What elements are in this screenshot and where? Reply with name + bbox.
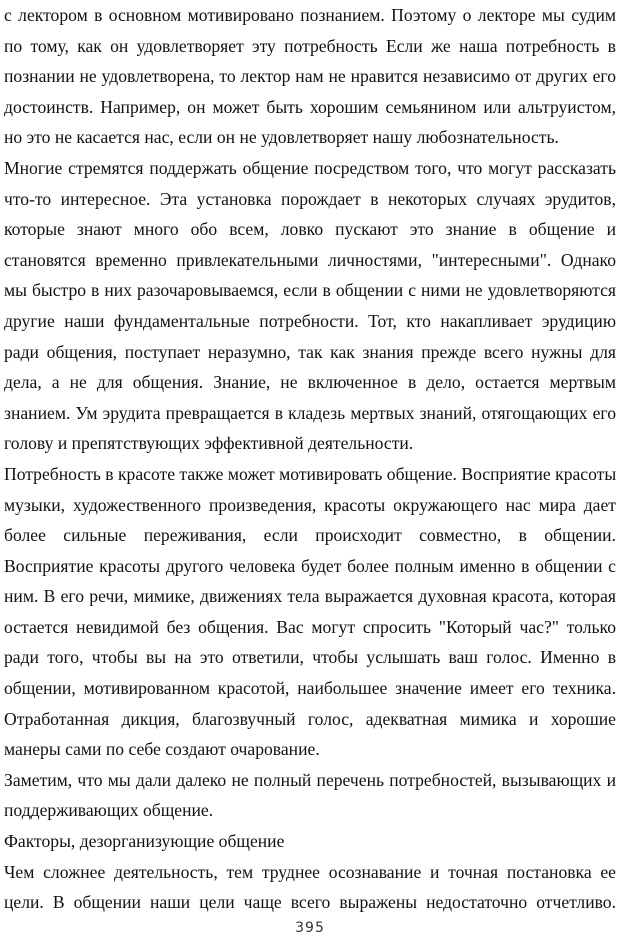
text-line: которые знают много обо всем, ловко пускают это знание в общение и: [4, 219, 616, 240]
text-line: поддерживающих общение.: [4, 800, 214, 821]
text-line: Чем сложнее деятельность, тем труднее осознавание и точная постановка ее: [4, 861, 616, 882]
text-line: Многие стремятся поддержать общение посредством того, что могут рассказать: [4, 157, 616, 178]
text-line: музыки, художественного произведения, красоты окружающего нас мира дает: [4, 494, 616, 515]
text-line: ним. В его речи, мимике, движениях тела выражается духовная красота, которая: [4, 586, 616, 607]
text-line: по тому, как он удовлетворяет эту потребность Если же наша потребность в: [4, 35, 616, 56]
text-line: остается невидимой без общения. Вас могут спросить "Который час?" только: [4, 616, 616, 637]
text-line: другие наши фундаментальные потребности. Тот, кто накапливает эрудицию: [4, 310, 616, 331]
text-line: но это не касается нас, если он не удовлетворяет нашу любознательность.: [4, 127, 559, 148]
text-line: ради общения, поступает неразумно, так как знания прежде всего нужны для: [4, 341, 616, 362]
text-line: более сильные переживания, если происходит совместно, в общении.: [4, 525, 616, 546]
text-line: Отработанная дикция, благозвучный голос, адекватная мимика и хорошие: [4, 708, 616, 729]
text-line: ради того, чтобы вы на это ответили, чтобы услышать ваш голос. Именно в: [4, 647, 616, 668]
text-line: Факторы, дезорганизующие общение: [4, 831, 285, 852]
text-line: голову и препятствующих эффективной деятельности.: [4, 433, 414, 454]
page-number: 395: [295, 920, 325, 936]
text-line: Восприятие красоты другого человека будет более полным именно в общении с: [4, 555, 616, 576]
text-line: цели. В общении наши цели чаще всего выражены недостаточно отчетливо.: [4, 892, 616, 913]
text-line: мы быстро в них разочаровываемся, если в общении с ними не удовлетворяются: [4, 280, 616, 301]
text-line: знанием. Ум эрудита превращается в кладезь мертвых знаний, отягощающих его: [4, 402, 616, 423]
text-line: с лектором в основном мотивировано познанием. Поэтому о лекторе мы судим: [4, 5, 616, 25]
text-line: что-то интересное. Эта установка порождает в некоторых случаях эрудитов,: [4, 188, 616, 209]
text-line: становятся временно привлекательными личностями, "интересными". Однако: [4, 249, 616, 270]
text-line: общении, мотивированном красотой, наибольшее значение имеет его техника.: [4, 678, 616, 699]
text-line: Потребность в красоте также может мотивировать общение. Восприятие красоты: [4, 463, 617, 484]
text-line: достоинств. Например, он может быть хорошим семьянином или альтруистом,: [4, 96, 616, 117]
text-line: Заметим, что мы дали далеко не полный перечень потребностей, вызывающих и: [4, 769, 616, 790]
text-line: дела, а не для общения. Знание, не включенное в дело, остается мертвым: [4, 372, 616, 393]
document-body: [4, 0, 616, 918]
text-line: манеры сами по себе создают очарование.: [4, 739, 320, 760]
text-line: познании не удовлетворена, то лектор нам не нравится независимо от других его: [4, 66, 616, 87]
